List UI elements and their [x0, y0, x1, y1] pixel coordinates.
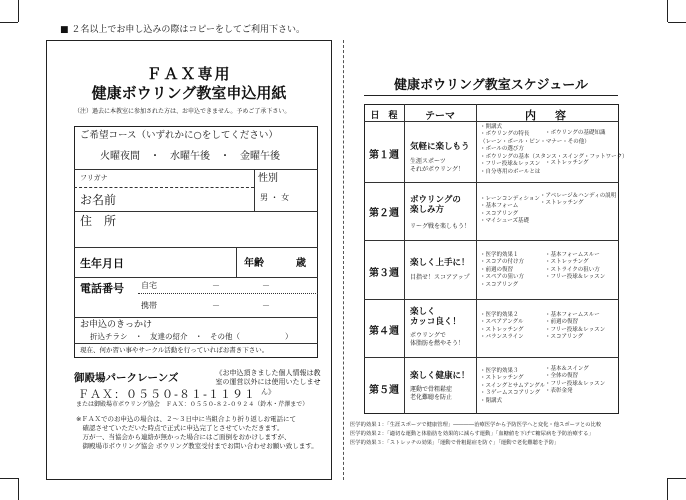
week-3-content-b: ・基本フォームスルー ・ストレッチング ・ストライクの狙い方 ・フリー投球＆レッスン: [545, 252, 606, 281]
club-note[interactable]: 現在、何か習い事やサークル活動を行っていればお書き下さい。: [80, 346, 269, 354]
week-5-content-a: ・医学的効果３ ・ストレッチング ・スイングとサムアングル ・３ゲームスコアリング ・閉講式: [480, 368, 546, 404]
week-2-label: 第２週: [369, 208, 399, 219]
week-1-label: 第１週: [369, 150, 399, 161]
medical-note-1: 医学的効果１：「生涯スポーツで健康管理」――――治療医学から予防医学へと変化・他スポーツとの比較: [350, 422, 602, 428]
week-5-content-b: ・基本＆スイング ・全体の復習 ・フリー投球＆レッスン ・表彰金発: [545, 366, 606, 395]
furigana-label: フリガナ: [80, 174, 108, 182]
week-3-content-a: ・医学的効果１ ・スコアの付け方 ・前週の復習 ・スペアの狙い方 ・スコアリング: [480, 252, 525, 288]
address-field[interactable]: 住 所: [80, 214, 117, 228]
week-3-sub: 目指せ！スコアアップ: [410, 274, 470, 281]
footnote-4: 御殿場市ボウリング協会 ボウリング教室受付までお問い合わせお願い致します。: [76, 442, 318, 450]
footnote-2: 確認させていただいた時点で正式に申込完了とさせていただきます。: [76, 424, 284, 432]
week-1-sub: 生涯スポーツ それがボウリング！: [410, 158, 464, 173]
home-phone-label: 自宅: [141, 281, 157, 290]
medical-note-3: 医学的効果３：「ストレッチの効果」「運動で骨粗鬆症を防ぐ」「運動で老化難聴を予防」: [350, 440, 560, 446]
week-5-sub: 運動で骨粗鬆症 老化難聴を防止: [410, 386, 453, 401]
week-2-content-a: ・レーンコンディション ・基本フォーム ・スコアリング ・マイシューズ基礎: [480, 196, 540, 225]
schedule-title: 健康ボウリング教室スケジュール: [364, 74, 618, 96]
week-2-content-b: ・アベレージ＆ハンディの説明 ・ストレッチング: [540, 193, 617, 207]
footnote-3: 万が一、当協会から連絡が無かった場合にはご面倒をおかけしますが、: [76, 433, 291, 441]
week-4-label: 第４週: [369, 326, 399, 337]
mobile-phone-dash-1[interactable]: －: [212, 301, 220, 310]
course-label: ご希望コース（いずれかに○をしてください）: [80, 130, 278, 141]
name-field[interactable]: お名前: [80, 193, 117, 207]
privacy-note: 《お申込頂きました個人情報は教室の運営以外には使用いたしません》: [215, 369, 321, 396]
week-1-theme: 気軽に楽しもう: [410, 142, 470, 152]
header-schedule: 日 程: [370, 111, 398, 121]
gender-options[interactable]: 男 ・ 女: [260, 193, 290, 202]
fold-line: [343, 40, 344, 480]
mobile-phone-dash-2[interactable]: －: [262, 301, 270, 310]
age-field[interactable]: 年齢: [244, 258, 264, 269]
trigger-options[interactable]: 折込チラシ ・ 友達の紹介 ・ その他（ ）: [90, 332, 293, 341]
footnote-1: ※ＦＡＸでのお申込の場合は、２～３日中に当組合より折り返しお電話にて: [76, 415, 296, 423]
week-4-sub: ボウリングで 体脂肪を燃やそう！: [410, 332, 465, 347]
phone-label: 電話番号: [80, 282, 124, 295]
home-phone-dash-1[interactable]: －: [212, 281, 220, 290]
mobile-phone-label: 携帯: [141, 301, 157, 310]
organization-name: 御殿場パークレーンズ: [74, 372, 179, 384]
week-5-label: 第５週: [369, 385, 399, 396]
week-5-theme: 楽しく健康に！: [410, 371, 470, 381]
week-3-theme: 楽しく上手に！: [410, 258, 470, 268]
gender-label: 性別: [258, 173, 278, 184]
course-options[interactable]: 火曜夜間 ・ 水曜午後 ・ 金曜午後: [100, 151, 280, 162]
header-content: 内 容: [525, 109, 570, 122]
week-3-label: 第３週: [369, 268, 399, 279]
alt-fax: または御殿場市ボウリング協会 ＦＡＸ：０５５０‐８２‐０９２４（鈴木・芹澤まで）: [76, 401, 309, 408]
week-4-content-b: ・基本フォームスルー ・前週の復習 ・フリー投球＆レッスン ・スコアリング: [545, 312, 606, 341]
trigger-label: お申込のきっかけ: [80, 320, 153, 330]
birthday-field[interactable]: 生年月日: [80, 257, 124, 270]
week-2-sub: リーグ戦を楽しもう！: [410, 223, 471, 230]
week-1-content-b: ・ボウリングの基礎知識 ・ストレッチング: [545, 130, 606, 166]
fax-number: ＦＡＸ：０５５０‐８１‐１１９１: [78, 388, 256, 401]
form-title: ＦＡＸ専用: [146, 65, 232, 83]
header-theme: テーマ: [425, 111, 455, 122]
form-subtitle: 健康ボウリング教室申込用紙: [91, 84, 287, 102]
home-phone-dash-2[interactable]: －: [262, 281, 270, 290]
age-unit: 歳: [296, 258, 306, 269]
week-4-content-a: ・医学的効果２ ・スペアアングル ・ストレッチング ・バランスライン: [480, 312, 524, 341]
week-4-theme: 楽しく カッコ良く！: [410, 307, 461, 328]
week-1-content-a: ・開講式 ・ボウリングの特長 （レーン・ボール・ピン・マナー・その他） ・ボールの選び方 ・ボウリングの基本（スタンス・スイング・フットワーク） ・フリー投球＆レッスン ・自分専用のボールとは: [480, 124, 628, 175]
medical-note-2: 医学的効果２：「適切な運動と体脂肪を効果的に減らす運動」「血糖値を下げて糖尿病を予防治療する」: [350, 431, 594, 437]
copy-note: ■ ２名以上でお申し込みの際はコピーをしてご利用下さい。: [60, 25, 306, 35]
week-2-theme: ボウリングの 楽しみ方: [410, 195, 461, 216]
past-participant-notice: （注）過去に本教室に参加された方は、お申込できません。予めご了承下さい。: [74, 108, 291, 115]
